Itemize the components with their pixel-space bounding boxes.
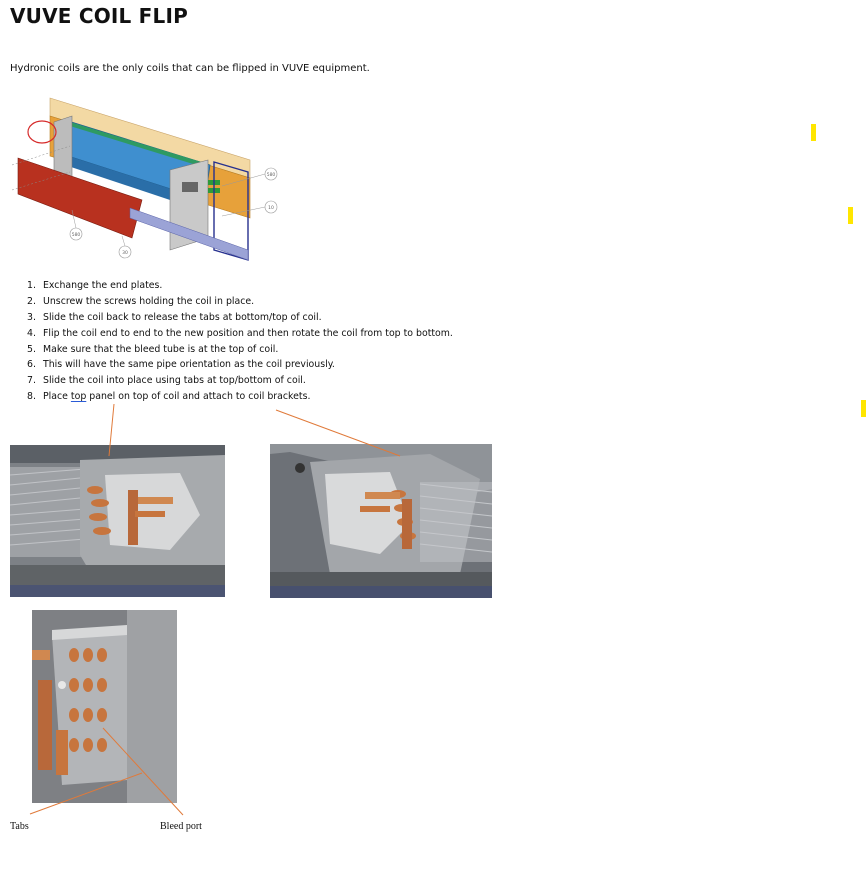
photo-coil-closeup (32, 610, 177, 803)
svg-text:30: 30 (122, 251, 128, 256)
step-7: 7. Slide the coil into place using tabs at top/bottom of coil. (27, 375, 306, 387)
step-3: 3. Slide the coil back to release the tabs at bottom/top of coil. (27, 311, 322, 323)
caption-tabs: Tabs (10, 821, 29, 832)
steps-list (22, 278, 453, 405)
callout-2 (265, 201, 277, 213)
step-5: 5. Make sure that the bleed tube is at the top of coil. (27, 343, 279, 355)
photo-coil-left-end (10, 445, 225, 597)
coil-exploded-diagram (10, 90, 282, 262)
caption-bleed-port: Bleed port (160, 821, 202, 832)
highlight-marker (811, 124, 816, 141)
photo-coil-right-end (270, 444, 492, 598)
callout-3 (70, 228, 82, 240)
intro-paragraph: Hydronic coils are the only coils that can be flipped in VUVE equipment. (10, 63, 370, 74)
step-4: 4. Flip the coil end to end to the new position and then rotate the coil from top to bottom. (27, 327, 453, 339)
page-title: VUVE COIL FLIP (10, 4, 188, 28)
step-6: 6. This will have the same pipe orientation as the coil previously. (27, 359, 335, 371)
svg-text:580: 580 (266, 173, 276, 178)
step-8: 8. Place top panel on top of coil and attach to coil brackets. (27, 391, 311, 403)
svg-text:580: 580 (71, 233, 81, 238)
highlight-marker (861, 400, 866, 417)
callout-4 (119, 246, 131, 258)
underlined-word: top (70, 391, 87, 403)
highlight-marker (848, 207, 853, 224)
step-2: 2. Unscrew the screws holding the coil in place. (27, 295, 255, 307)
callout-1 (265, 168, 277, 180)
svg-text:10: 10 (268, 206, 274, 211)
step-1: 1. Exchange the end plates. (27, 280, 163, 291)
